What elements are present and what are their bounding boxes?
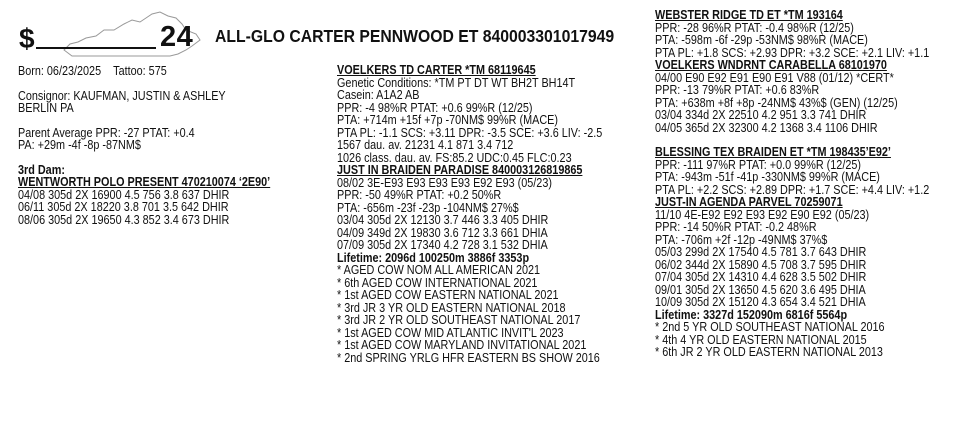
birth-date: Born: 06/23/2025 bbox=[18, 64, 102, 78]
animal-name-id: ALL-GLO CARTER PENNWOOD ET 840003301017949 bbox=[215, 26, 615, 46]
parent-average-ppr: Parent Average PPR: -27 PTAT: +0.4 bbox=[18, 125, 195, 140]
maternal-grandsire-ppr: PPR: -111 97%R PTAT: +0.0 99%R (12/25) bbox=[655, 157, 861, 172]
dam-award: * 1st AGED COW EASTERN NATIONAL 2021 bbox=[337, 288, 559, 302]
dam-award: * 3rd JR 2 YR OLD SOUTHEAST NATIONAL 2017 bbox=[337, 313, 581, 327]
dam-award: * 1st AGED COW MID ATLANTIC INVIT'L 2023 bbox=[337, 325, 564, 340]
maternal-granddam-record: 10/09 305d 2X 15120 4.3 654 3.4 521 DHIA bbox=[655, 295, 866, 309]
sire-name: VOELKERS TD CARTER *TM 68119645 bbox=[337, 63, 536, 77]
maternal-granddam-lifetime: Lifetime: 3327d 152090m 6816f 5564p bbox=[655, 307, 848, 322]
dam-award: * AGED COW NOM ALL AMERICAN 2021 bbox=[337, 263, 541, 277]
sire-ppr: PPR: -4 98%R PTAT: +0.6 99%R (12/25) bbox=[337, 100, 533, 115]
lot-header bbox=[0, 0, 215, 62]
paternal-grandsire-pta-pl: PTA PL: +1.8 SCS: +2.93 DPR: +3.2 SCE: +2.1 LIV: +1.1 bbox=[655, 45, 930, 60]
tattoo: Tattoo: 575 bbox=[113, 64, 167, 78]
animal-info-column bbox=[18, 65, 311, 226]
consignor-location: BERLIN PA bbox=[18, 101, 74, 115]
maternal-granddam-award: * 4th 4 YR OLD EASTERN NATIONAL 2015 bbox=[655, 332, 867, 347]
paternal-grandsire-pta: PTA: -598m -6f -29p -53NM$ 98%R (MACE) bbox=[655, 33, 868, 47]
dam-award: * 1st AGED COW MARYLAND INVITATIONAL 2021 bbox=[337, 338, 587, 352]
maternal-granddam-classification: 11/10 4E-E92 E92 E93 E92 E90 E92 (05/23) bbox=[655, 207, 870, 222]
sire-casein: Casein: A1A2 AB bbox=[337, 88, 420, 102]
dam-award: * 6th AGED COW INTERNATIONAL 2021 bbox=[337, 275, 538, 290]
sire-daughter-average: 1567 dau. av. 21231 4.1 871 3.4 712 bbox=[337, 138, 514, 152]
maternal-granddam-record: 07/04 305d 2X 14310 4.4 628 3.5 502 DHIR bbox=[655, 270, 867, 284]
sire-classified-daughters: 1026 class. dau. av. FS:85.2 UDC:0.45 FLC:0.23 bbox=[337, 150, 572, 165]
third-dam-record: 04/08 305d 2X 16900 4.5 756 3.8 637 DHIR bbox=[18, 187, 230, 202]
dam-lifetime: Lifetime: 2096d 100250m 3886f 3353p bbox=[337, 250, 530, 265]
maternal-granddam-record: 09/01 305d 2X 13650 4.5 620 3.6 495 DHIA bbox=[655, 282, 866, 297]
maternal-granddam-record: 06/02 344d 2X 15890 4.5 708 3.7 595 DHIR bbox=[655, 257, 867, 272]
dam-award: * 2nd SPRING YRLG HFR EASTERN BS SHOW 2016 bbox=[337, 350, 600, 365]
sire-dam-column bbox=[337, 64, 645, 364]
maternal-grandsire-pta: PTA: -943m -51f -41p -330NM$ 99%R (MACE) bbox=[655, 170, 880, 184]
dam-name: JUST IN BRAIDEN PARADISE 840003126819865 bbox=[337, 163, 583, 177]
paternal-granddam-record: 03/04 334d 2X 22510 4.2 951 3.3 741 DHIR bbox=[655, 108, 867, 122]
parent-average-pta: PA: +29m -4f -8p -87NM$ bbox=[18, 138, 141, 152]
price-dollar-sign: $ bbox=[19, 23, 35, 54]
maternal-granddam-ppr: PPR: -14 50%R PTAT: -0.2 48%R bbox=[655, 220, 817, 234]
paternal-grandsire-ppr: PPR: -28 96%R PTAT: -0.4 98%R (12/25) bbox=[655, 20, 854, 35]
lot-number: 24 bbox=[160, 21, 194, 53]
maternal-granddam-award: * 6th JR 2 YR OLD EASTERN NATIONAL 2013 bbox=[655, 345, 883, 359]
dam-record: 03/04 305d 2X 12130 3.7 446 3.3 405 DHIR bbox=[337, 213, 549, 227]
paternal-grandsire-name: WEBSTER RIDGE TD ET *TM 193164 bbox=[655, 8, 843, 22]
maternal-granddam-record: 05/03 299d 2X 17540 4.5 781 3.7 643 DHIR bbox=[655, 245, 867, 259]
paternal-granddam-name: VOELKERS WNDRNT CARABELLA 68101970 bbox=[655, 58, 887, 72]
dam-classification: 08/02 3E-E93 E93 E93 E93 E92 E93 (05/23) bbox=[337, 175, 552, 190]
paternal-granddam-pta: PTA: +638m +8f +8p -24NM$ 43%$ (GEN) (12/25) bbox=[655, 95, 898, 110]
dam-record: 04/09 349d 2X 19830 3.6 712 3.3 661 DHIA bbox=[337, 225, 548, 240]
maternal-grandsire-pta-pl: PTA PL: +2.2 SCS: +2.89 DPR: +1.7 SCE: +4.4 LIV: +1.2 bbox=[655, 182, 930, 197]
third-dam-label: 3rd Dam: bbox=[18, 162, 65, 177]
third-dam-record: 06/11 305d 2X 18220 3.8 701 3.5 642 DHIR bbox=[18, 200, 229, 214]
sire-pta-pl: PTA PL: -1.1 SCS: +3.11 DPR: -3.5 SCE: +3.6 LIV: -2.5 bbox=[337, 125, 603, 140]
dam-award: * 3rd JR 3 YR OLD EASTERN NATIONAL 2018 bbox=[337, 300, 566, 315]
paternal-granddam-ppr: PPR: -13 79%R PTAT: +0.6 83%R bbox=[655, 83, 820, 97]
third-dam-record: 08/06 305d 2X 19650 4.3 852 3.4 673 DHIR bbox=[18, 212, 230, 227]
paternal-granddam-classification: 04/00 E90 E92 E91 E90 E91 V88 (01/12) *CERT* bbox=[655, 70, 894, 85]
dam-record: 07/09 305d 2X 17340 4.2 728 3.1 532 DHIA bbox=[337, 238, 548, 252]
maternal-granddam-name: JUST-IN AGENDA PARVEL 70259071 bbox=[655, 195, 843, 209]
price-blank-line bbox=[36, 47, 156, 49]
dam-ppr: PPR: -50 49%R PTAT: +0.2 50%R bbox=[337, 188, 502, 202]
paternal-granddam-record: 04/05 365d 2X 32300 4.2 1368 3.4 1106 DHIR bbox=[655, 120, 878, 135]
sire-pta: PTA: +714m +15f +7p -70NM$ 99%R (MACE) bbox=[337, 113, 559, 127]
maternal-granddam-award: * 2nd 5 YR OLD SOUTHEAST NATIONAL 2016 bbox=[655, 320, 885, 334]
grandparents-column bbox=[655, 9, 974, 359]
consignor-line: Consignor: KAUFMAN, JUSTIN & ASHLEY bbox=[18, 88, 226, 103]
maternal-grandsire-name: BLESSING TEX BRAIDEN ET *TM 198435’E92’ bbox=[655, 145, 891, 159]
dam-pta: PTA: -656m -23f -23p -104NM$ 27%$ bbox=[337, 200, 519, 215]
sire-genetic-conditions: Genetic Conditions: *TM PT DT WT BH2T BH14T bbox=[337, 75, 576, 90]
maternal-granddam-pta: PTA: -706m +2f -12p -49NM$ 37%$ bbox=[655, 232, 828, 247]
birth-tattoo-row bbox=[18, 65, 270, 78]
third-dam-name: WENTWORTH POLO PRESENT 470210074 ‘2E90’ bbox=[18, 175, 271, 189]
